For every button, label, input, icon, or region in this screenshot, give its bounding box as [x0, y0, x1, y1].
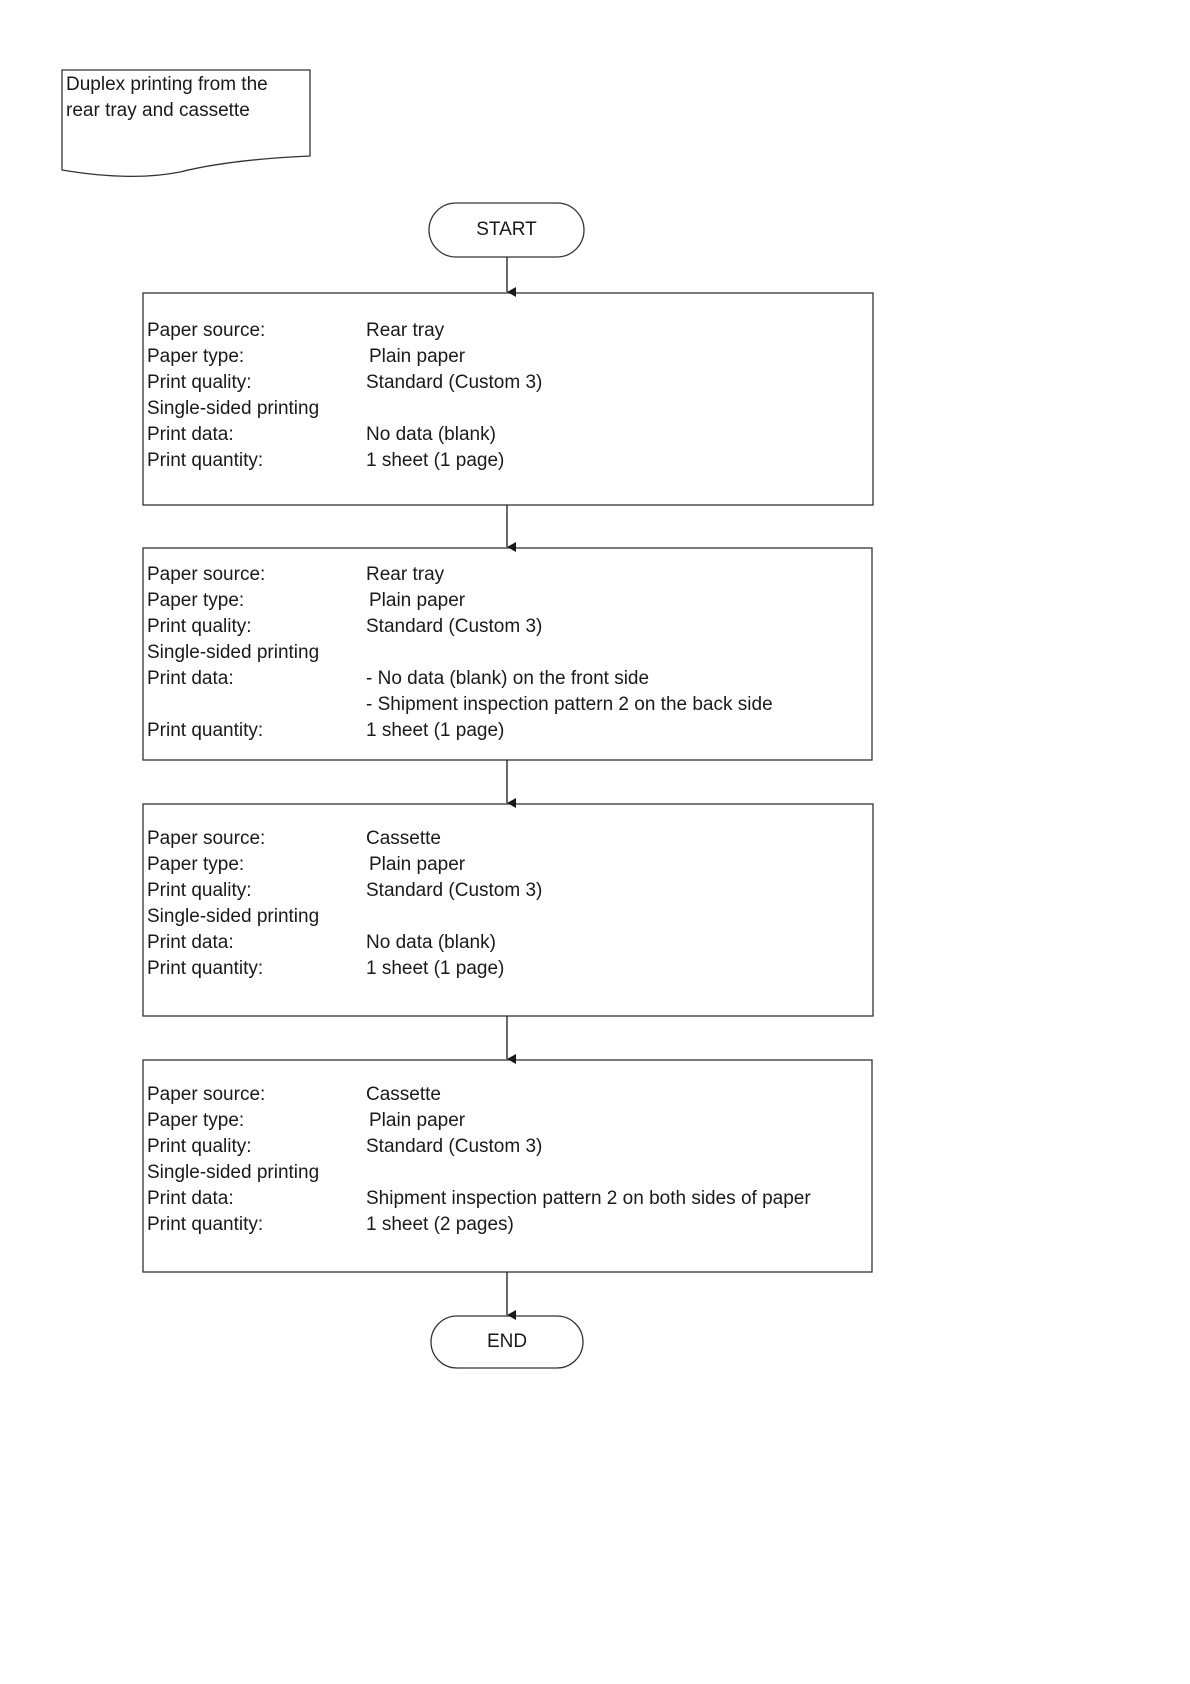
- row-label: Paper type:: [147, 590, 245, 611]
- row-label: Paper source:: [147, 828, 266, 849]
- row-value: Plain paper: [369, 854, 466, 875]
- row-value: - No data (blank) on the front side: [366, 668, 650, 689]
- row-value: No data (blank): [366, 932, 496, 953]
- row-label: Single-sided printing: [147, 398, 320, 419]
- row-label: Print data:: [147, 668, 234, 689]
- row-value: 1 sheet (1 page): [366, 720, 505, 741]
- row-label: Print quality:: [147, 616, 252, 637]
- row-value: Standard (Custom 3): [366, 372, 543, 393]
- row-label: Paper source:: [147, 564, 266, 585]
- row-value: Standard (Custom 3): [366, 616, 543, 637]
- row-value: Plain paper: [369, 1110, 466, 1131]
- row-value: Cassette: [366, 1084, 441, 1105]
- row-value: Rear tray: [366, 564, 445, 585]
- row-value: Cassette: [366, 828, 441, 849]
- row-label: Print quantity:: [147, 450, 264, 471]
- row-label: Single-sided printing: [147, 642, 320, 663]
- row-value: Plain paper: [369, 346, 466, 367]
- row-label: Single-sided printing: [147, 1162, 320, 1183]
- row-label: Print data:: [147, 424, 234, 445]
- row-label: Print quality:: [147, 1136, 252, 1157]
- row-label: Paper type:: [147, 1110, 245, 1131]
- row-label: Single-sided printing: [147, 906, 320, 927]
- end-label: END: [486, 1331, 528, 1352]
- row-label: Print quality:: [147, 880, 252, 901]
- row-label: Paper source:: [147, 320, 266, 341]
- row-label: Print quantity:: [147, 720, 264, 741]
- row-label: Print quality:: [147, 372, 252, 393]
- row-label: Paper type:: [147, 346, 245, 367]
- row-value: - Shipment inspection pattern 2 on the back side: [366, 694, 773, 715]
- step-1-box: [143, 293, 873, 505]
- start-label: START: [476, 219, 537, 240]
- row-value: 1 sheet (1 page): [366, 958, 505, 979]
- row-value: 1 sheet (1 page): [366, 450, 505, 471]
- step-2-box: [143, 548, 873, 760]
- row-label: Print data:: [147, 932, 234, 953]
- note-title: Duplex printing from the rear tray and cassette: [66, 74, 268, 121]
- row-value: Shipment inspection pattern 2 on both sides of paper: [366, 1188, 811, 1209]
- row-value: Standard (Custom 3): [366, 1136, 543, 1157]
- step-3-box: [143, 804, 873, 1016]
- row-label: Paper source:: [147, 1084, 266, 1105]
- row-label: Print quantity:: [147, 958, 264, 979]
- row-value: Rear tray: [366, 320, 445, 341]
- row-value: Standard (Custom 3): [366, 880, 543, 901]
- row-value: No data (blank): [366, 424, 496, 445]
- row-label: Print data:: [147, 1188, 234, 1209]
- row-value: 1 sheet (2 pages): [366, 1214, 514, 1235]
- row-label: Print quantity:: [147, 1214, 264, 1235]
- row-label: Paper type:: [147, 854, 245, 875]
- step-4-box: [143, 1060, 873, 1272]
- row-value: Plain paper: [369, 590, 466, 611]
